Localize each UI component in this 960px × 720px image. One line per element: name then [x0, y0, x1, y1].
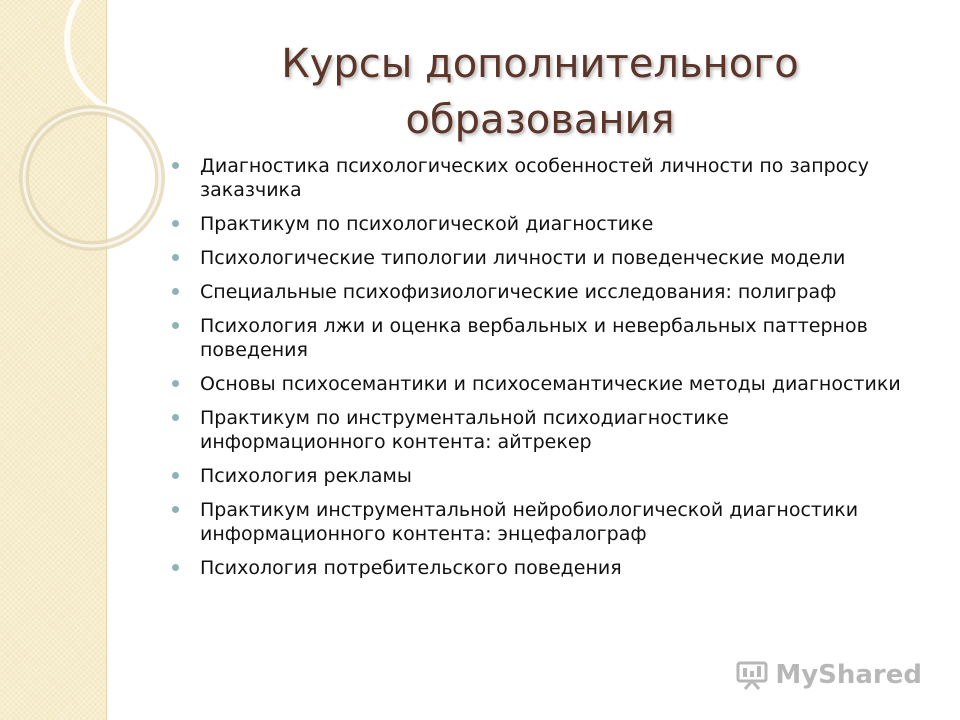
list-item [170, 498, 920, 546]
bullet-icon [172, 414, 179, 421]
list-item [170, 246, 920, 270]
bullet-icon [172, 564, 179, 571]
slide-title [160, 36, 920, 148]
bullet-icon [172, 220, 179, 227]
list-item [170, 556, 920, 580]
list-item-text: Психология рекламы [200, 465, 412, 487]
list-item-text: Практикум по психологической диагностике [200, 213, 654, 235]
list-item [170, 406, 920, 454]
slide-title-line-2: образования [405, 97, 675, 143]
list-item-text: Психология лжи и оценка вербальных и невербальных паттернов поведения [200, 315, 868, 361]
list-item-text: Практикум по инструментальной психодиагностике информационного контента: айтрекер [200, 407, 729, 453]
list-item-text: Психологические типологии личности и поведенческие модели [200, 247, 846, 269]
bullet-icon [172, 472, 179, 479]
list-item [170, 314, 920, 362]
list-item [170, 372, 920, 396]
bullet-icon [172, 380, 179, 387]
list-item-text: Психология потребительского поведения [200, 557, 622, 579]
list-item-text: Основы психосемантики и психосемантические методы диагностики [200, 373, 901, 395]
bullet-icon [172, 162, 179, 169]
presentation-board-icon [735, 660, 769, 690]
course-list [170, 154, 920, 590]
bullet-icon [172, 322, 179, 329]
slide-title-line-1: Курсы дополнительного [281, 41, 799, 87]
bullet-icon [172, 506, 179, 513]
list-item-text: Диагностика психологических особенностей личности по запросу заказчика [200, 155, 869, 201]
list-item [170, 280, 920, 304]
list-item-text: Специальные психофизиологические исследования: полиграф [200, 281, 837, 303]
watermark-text: MyShared [775, 660, 922, 690]
bullet-icon [172, 288, 179, 295]
bullet-icon [172, 254, 179, 261]
list-item-text: Практикум инструментальной нейробиологической диагностики информационного контента: энцефалограф [200, 499, 859, 545]
list-item [170, 212, 920, 236]
watermark [735, 660, 922, 690]
decorative-circles [0, 0, 160, 720]
list-item [170, 154, 920, 202]
list-item [170, 464, 920, 488]
